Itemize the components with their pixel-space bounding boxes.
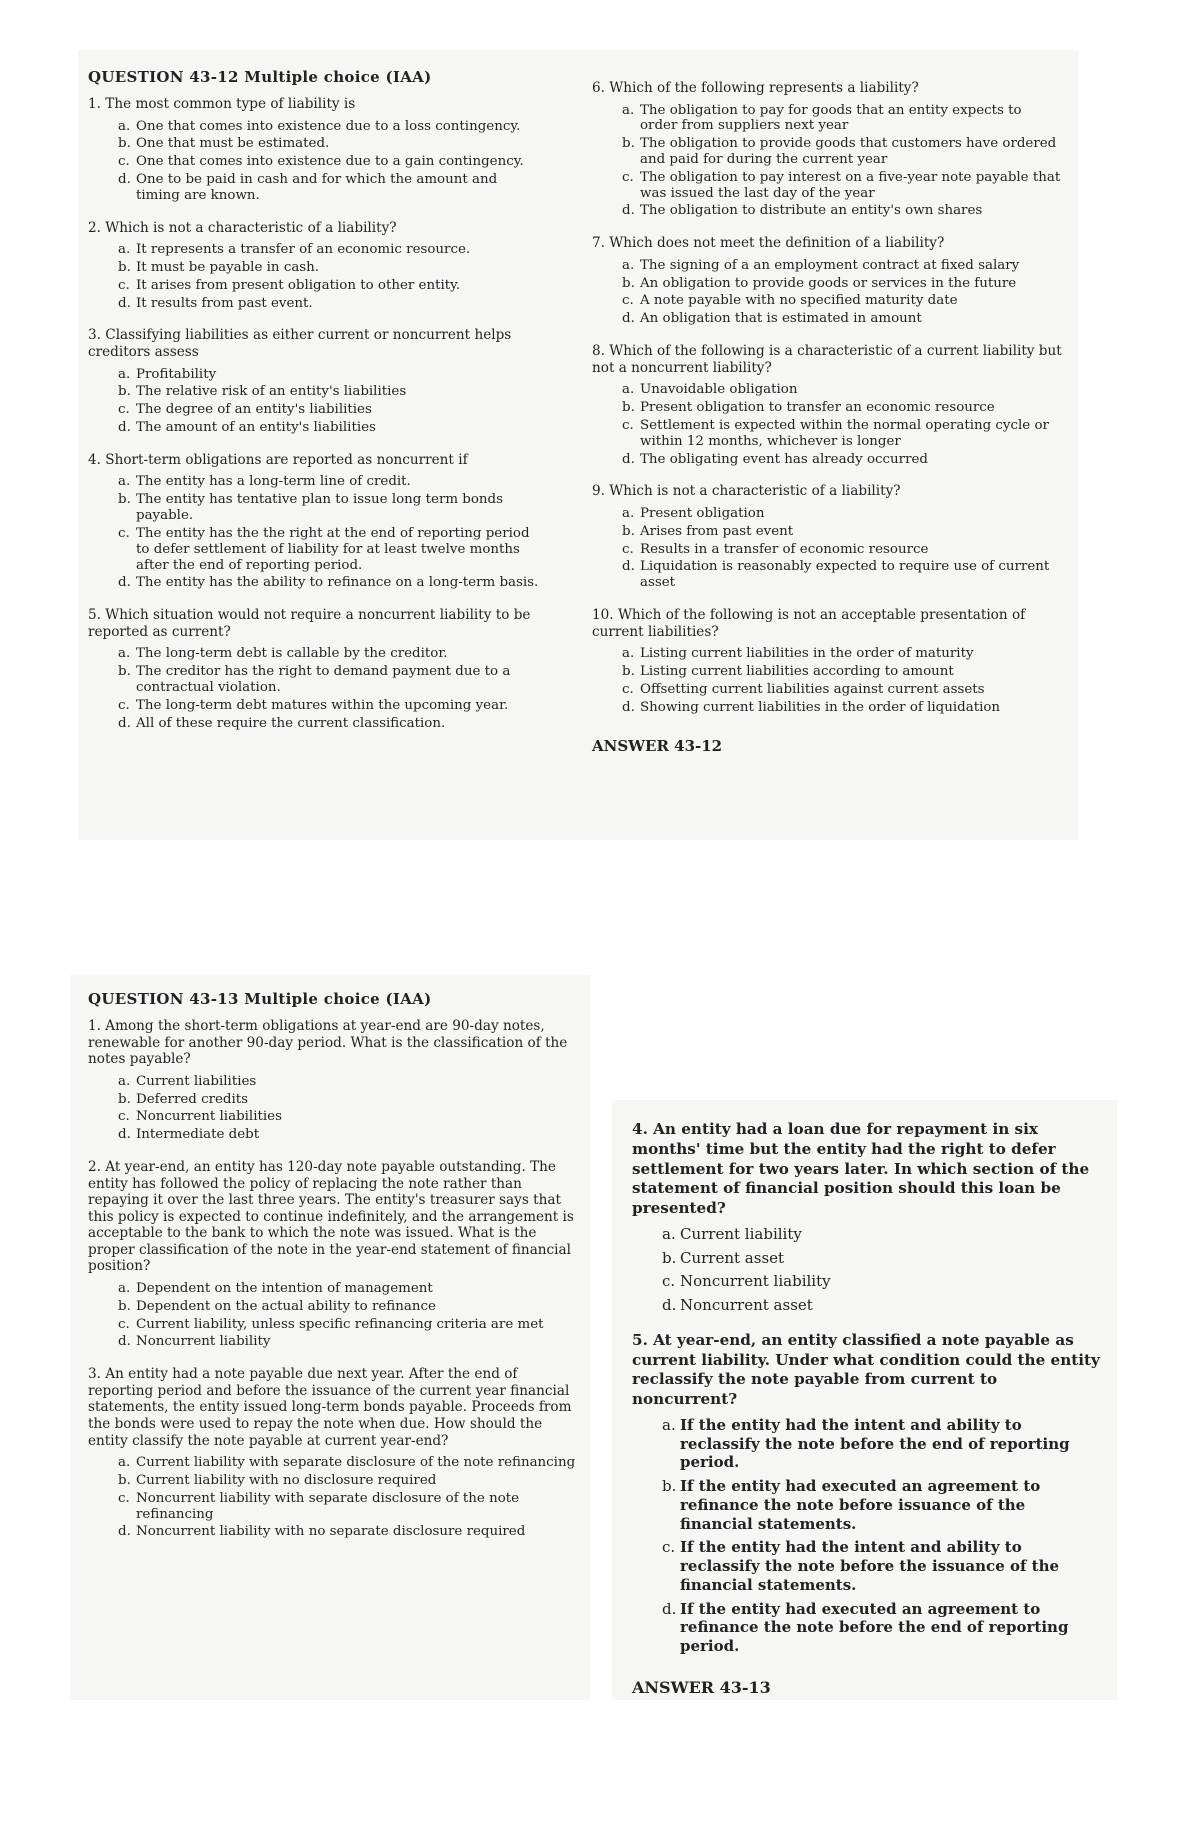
question-item: [632, 1331, 1102, 1656]
question-item: [592, 343, 1062, 467]
option-item: b. If the entity had executed an agreement to refinance the note before issuance of the financial statements.: [662, 1477, 1041, 1533]
option-item: c. The long-term debt matures within the upcoming year.: [118, 697, 509, 713]
question-item: [592, 607, 1062, 715]
option-list: [88, 1455, 576, 1540]
option-item: d. Noncurrent liability with no separate disclosure required: [118, 1524, 526, 1540]
question-item: [88, 452, 543, 591]
question-stem: 2. Which is not a characteristic of a liability?: [88, 219, 397, 236]
option-list: [88, 242, 543, 311]
option-item: d. Intermediate debt: [118, 1127, 260, 1143]
option-item: c. One that comes into existence due to a gain contingency.: [118, 154, 524, 170]
option-item: c. Results in a transfer of economic resource: [622, 541, 929, 557]
option-item: b. The entity has tentative plan to issue long term bonds payable.: [118, 492, 504, 524]
option-item: b. It must be payable in cash.: [118, 260, 320, 276]
question-stem: 4. Short-term obligations are reported as noncurrent if: [88, 451, 468, 468]
question-stem: 5. Which situation would not require a noncurrent liability to be reported as current?: [88, 607, 531, 640]
answer-label: ANSWER 43-13: [632, 1677, 771, 1697]
option-item: c. If the entity had the intent and ability to reclassify the note before the issuance of the financial statements.: [662, 1538, 1060, 1594]
question-stem: 7. Which does not meet the definition of a liability?: [592, 235, 945, 252]
question-item: [88, 1366, 576, 1540]
option-item: d. If the entity had executed an agreement to refinance the note before the end of reporting period.: [662, 1599, 1069, 1655]
option-item: c. Offsetting current liabilities against current assets: [622, 681, 985, 697]
option-item: d. Noncurrent asset: [662, 1296, 813, 1314]
question-stem: 6. Which of the following represents a liability?: [592, 80, 919, 96]
block1-left-column: [88, 68, 543, 747]
option-item: a. Listing current liabilities in the order of maturity: [622, 646, 974, 662]
option-list: [592, 258, 1062, 327]
option-item: a. The obligation to pay for goods that an entity expects to order from suppliers next year: [622, 102, 1022, 134]
option-item: b. The creditor has the right to demand payment due to a contractual violation.: [118, 664, 511, 695]
option-item: c. Noncurrent liability with separate disclosure of the note refinancing: [118, 1490, 520, 1522]
option-item: a. Profitability: [118, 366, 217, 382]
option-item: b. An obligation to provide goods or services in the future: [622, 275, 1017, 291]
question-stem: 5. At year-end, an entity classified a note payable as current liability. Under what condition could the entity reclassify the note payable from current to noncurrent?: [632, 1330, 1100, 1408]
option-list: [632, 1416, 1102, 1656]
option-item: d. Showing current liabilities in the order of liquidation: [622, 699, 1001, 715]
option-item: a. Present obligation: [622, 505, 765, 521]
option-item: d. The obligation to distribute an entity's own shares: [622, 203, 983, 219]
option-item: a. Dependent on the intention of management: [118, 1281, 433, 1297]
option-item: c. The obligation to pay interest on a five-year note payable that was issued the last day of the year: [622, 169, 1061, 201]
block2-left-column: [88, 990, 576, 1556]
question-item: [88, 96, 543, 204]
option-item: d. It results from past event.: [118, 295, 313, 311]
option-item: d. All of these require the current classification.: [118, 715, 446, 731]
option-item: c. Settlement is expected within the normal operating cycle or within 12 months, whichever is longer: [622, 417, 1049, 449]
option-item: d. The amount of an entity's liabilities: [118, 420, 376, 436]
option-item: d. One to be paid in cash and for which the amount and timing are known.: [118, 172, 498, 203]
block1-heading: QUESTION 43-12 Multiple choice (IAA): [88, 68, 432, 86]
option-item: b. Current asset: [662, 1248, 785, 1267]
option-item: c. Noncurrent liability: [662, 1272, 831, 1291]
option-item: c. The entity has the the right at the end of reporting period to defer settlement of liability for at least twelve months after the end of reporting period.: [118, 525, 530, 573]
option-item: b. One that must be estimated.: [118, 136, 330, 152]
option-item: d. Noncurrent liability: [118, 1334, 271, 1350]
option-item: a. Current liability with separate disclosure of the note refinancing: [118, 1455, 576, 1471]
option-item: b. The relative risk of an entity's liabilities: [118, 384, 407, 400]
question-stem: 1. Among the short-term obligations at year-end are 90-day notes, renewable for another 90-day period. What is the classification of the notes payable?: [88, 1018, 568, 1068]
option-item: d. An obligation that is estimated in amount: [622, 311, 922, 327]
question-item: [88, 607, 543, 731]
option-item: d. Liquidation is reasonably expected to require use of current asset: [622, 559, 1050, 591]
option-list: [632, 1225, 1102, 1315]
question-item: [88, 1018, 576, 1143]
option-list: [88, 646, 543, 731]
question-item: [592, 483, 1062, 591]
question-stem: 10. Which of the following is not an acceptable presentation of current liabilities?: [592, 606, 1026, 640]
option-item: c. Noncurrent liabilities: [118, 1109, 282, 1125]
block2-heading: QUESTION 43-13 Multiple choice (IAA): [88, 990, 432, 1008]
option-item: a. Unavoidable obligation: [622, 382, 798, 398]
option-item: b. Listing current liabilities according to amount: [622, 663, 954, 679]
question-item: [88, 220, 543, 312]
option-list: [592, 103, 1062, 220]
option-item: a. The long-term debt is callable by the creditor.: [118, 646, 448, 662]
option-list: [88, 367, 543, 436]
block1-right-column: [592, 80, 1062, 755]
option-list: [88, 474, 543, 591]
option-list: [592, 382, 1062, 467]
option-item: c. The degree of an entity's liabilities: [118, 402, 372, 418]
option-item: a. It represents a transfer of an economic resource.: [118, 242, 471, 258]
question-stem: 1. The most common type of liability is: [88, 96, 356, 112]
answer-label: ANSWER 43-12: [592, 737, 723, 756]
question-stem: 4. An entity had a loan due for repayment in six months' time but the entity had the right to defer settlement for two years later. In which section of the statement of financial position should this loan be presented?: [632, 1120, 1090, 1217]
block2-right-column: [632, 1120, 1102, 1697]
question-item: [88, 327, 543, 435]
option-item: b. Current liability with no disclosure required: [118, 1472, 437, 1488]
question-stem: 2. At year-end, an entity has 120-day note payable outstanding. The entity has followed the policy of replacing the note rather than repaying it over the last three years. The entity's treasurer says that this policy is expected to continue indefinitely, and the arrangement is acceptable to the bank to which the note was issued. What is the proper classification of the note in the year-end statement of financial position?: [88, 1158, 574, 1275]
question-item: [592, 80, 1062, 219]
option-item: a. If the entity had the intent and ability to reclassify the note before the end of reporting period.: [662, 1415, 1070, 1472]
option-item: a. The entity has a long-term line of credit.: [118, 474, 411, 490]
option-list: [88, 1281, 576, 1350]
option-item: c. It arises from present obligation to other entity.: [118, 277, 461, 293]
question-item: [88, 1159, 576, 1350]
option-item: d. The obligating event has already occurred: [622, 451, 928, 467]
option-item: b. Present obligation to transfer an economic resource: [622, 400, 995, 416]
option-item: a. Current liabilities: [118, 1073, 257, 1089]
option-item: c. Current liability, unless specific refinancing criteria are met: [118, 1316, 544, 1332]
question-stem: 8. Which of the following is a characteristic of a current liability but not a noncurrent liability?: [592, 343, 1062, 376]
option-list: [592, 646, 1062, 715]
option-item: a. One that comes into existence due to a loss contingency.: [118, 118, 521, 134]
question-item: [632, 1120, 1102, 1315]
question-stem: 3. An entity had a note payable due next year. After the end of reporting period and before the issuance of the current year financial statements, the entity issued long-term bonds payable. Proceeds from the bonds were used to repay the note when due. How should the entity classify the note payable at current year-end?: [88, 1366, 572, 1449]
question-stem: 3. Classifying liabilities as either current or noncurrent helps creditors assess: [88, 327, 512, 361]
option-item: d. The entity has the ability to refinance on a long-term basis.: [118, 575, 539, 591]
option-item: b. Dependent on the actual ability to refinance: [118, 1298, 436, 1314]
option-item: c. A note payable with no specified maturity date: [622, 293, 958, 309]
option-list: [88, 1074, 576, 1143]
option-list: [88, 119, 543, 204]
option-item: a. Current liability: [662, 1224, 802, 1243]
option-item: b. The obligation to provide goods that customers have ordered and paid for during the current year: [622, 136, 1057, 168]
option-list: [592, 506, 1062, 591]
option-item: b. Deferred credits: [118, 1091, 249, 1107]
question-item: [592, 235, 1062, 327]
option-item: b. Arises from past event: [622, 523, 794, 539]
option-item: a. The signing of a an employment contract at fixed salary: [622, 257, 1020, 273]
question-stem: 9. Which is not a characteristic of a liability?: [592, 483, 901, 500]
